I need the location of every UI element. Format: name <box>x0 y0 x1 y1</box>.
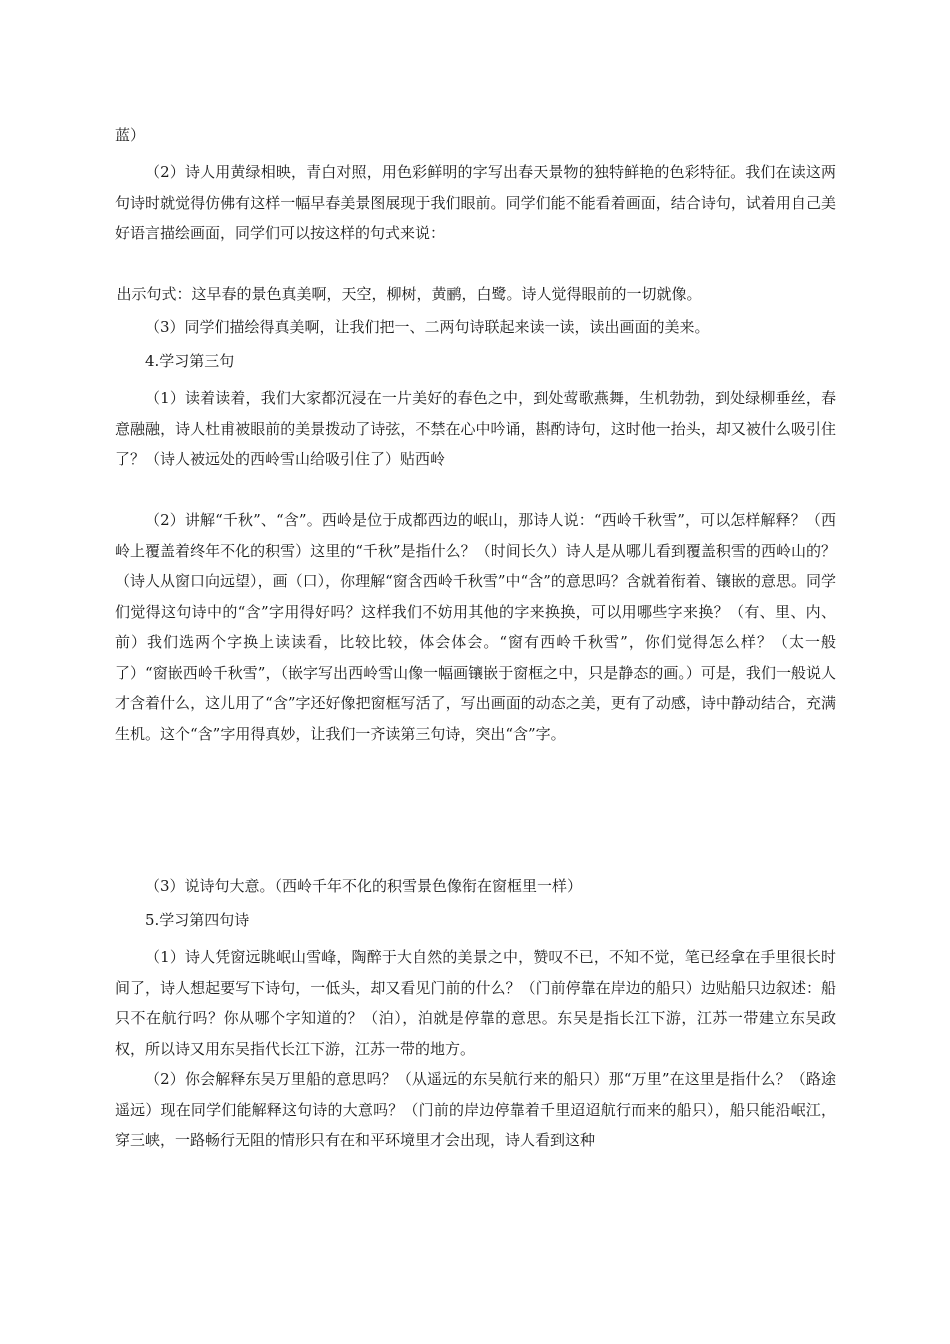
paragraph-explain-qianqiu-han: （2）讲解“千秋”、“含”。西岭是位于成都西边的岷山，那诗人说：“西岭千秋雪”，可以怎样解释？（西岭上覆盖着终年不化的积雪）这里的“千秋”是指什么？（时间长久）诗人是从哪儿看到覆盖积雪的西岭山的？（诗人从窗口向远望），画（口），你理解“窗含西岭千秋雪”中“含”的意思吗？含就着衔着、镶嵌的意思。同学们觉得这句诗中的“含”字用得好吗？这样我们不妨用其他的字来换换，可以用哪些字来换？（有、里、内、前）我们选两个字换上读读看，比较比较，体会体会。“窗有西岭千秋雪”，你们觉得怎么样？（太一般了）“窗嵌西岭千秋雪”，（嵌字写出西岭雪山像一幅画镶嵌于窗框之中，只是静态的画。）可是，我们一般说人才含着什么，这儿用了“含”字还好像把窗框写活了，写出画面的动态之美，更有了动感，诗中静动结合，充满生机。这个“含”字用得真妙，让我们一齐读第三句诗，突出“含”字。 <box>115 511 836 743</box>
paragraph-boats-at-door: （1）诗人凭窗远眺岷山雪峰，陶醉于大自然的美景之中，赞叹不已，不知不觉，笔已经拿在手里很长时间了，诗人想起要写下诗句，一低头，却又看见门前的什么？（门前停靠在岸边的船只）边贴船只边叙述：船只不在航行吗？你从哪个字知道的？（泊），泊就是停靠的意思。东吴是指长江下游，江苏一带建立东吴政权，所以诗又用东吴指代长江下游，江苏一带的地方。 <box>115 948 836 1058</box>
paragraph-wanli-boat: （2）你会解释东吴万里船的意思吗？（从遥远的东吴航行来的船只）那“万里”在这里是指什么？（路途遥远）现在同学们能解释这句诗的大意吗？（门前的岸边停靠着千里迢迢航行而来的船只），船只能沿岷江，穿三峡，一路畅行无阻的情形只有在和平环境里才会出现，诗人看到这种 <box>115 1070 836 1149</box>
paragraph-continuation: 蓝） <box>115 126 146 144</box>
heading-learn-third-line: 4.学习第三句 <box>145 352 235 370</box>
paragraph-sentence-pattern: 出示句式：这早春的景色真美啊，天空，柳树，黄鹂，白鹭。诗人觉得眼前的一切就像。 <box>116 285 702 303</box>
paragraph-third-line-meaning: （3）说诗句大意。（西岭千年不化的积雪景色像衔在窗框里一样） <box>145 877 583 895</box>
heading-learn-fourth-line: 5.学习第四句诗 <box>145 911 250 929</box>
paragraph-read-together: （3）同学们描绘得真美啊，让我们把一、二两句诗联起来读一读，读出画面的美来。 <box>145 318 710 336</box>
paragraph-color-contrast: （2）诗人用黄绿相映，青白对照，用色彩鲜明的字写出春天景物的独特鲜艳的色彩特征。我们在读这两句诗时就觉得仿佛有这样一幅早春美景图展现于我们眼前。同学们能不能看着画面，结合诗句，试着用自己美好语言描绘画面，同学们可以按这样的句式来说： <box>115 163 836 242</box>
paragraph-spring-scene: （1）读着读着，我们大家都沉浸在一片美好的春色之中，到处莺歌燕舞，生机勃勃，到处绿柳垂丝，春意融融，诗人杜甫被眼前的美景拨动了诗弦，不禁在心中吟诵，斟酌诗句，这时他一抬头，却又被什么吸引住了？（诗人被远处的西岭雪山给吸引住了）贴西岭 <box>115 389 836 468</box>
